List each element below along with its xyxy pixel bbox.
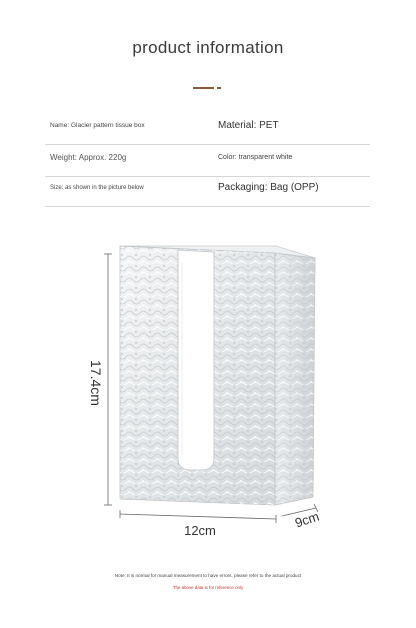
spec-weight: Weight: Approx. 220g xyxy=(50,153,127,162)
depth-label: 9cm xyxy=(293,508,321,531)
spec-name: Name: Glacier pattern tissue box xyxy=(50,122,145,129)
measurement-note: Note: It is normal for manual measurement to have errors, please refer to the actual product xyxy=(114,573,302,578)
spec-size: Size: as shown in the picture below xyxy=(50,185,144,191)
spec-material: Material: PET xyxy=(218,120,279,131)
height-dimension-line xyxy=(104,254,112,505)
page-title: product information xyxy=(132,38,284,57)
width-dimension-line xyxy=(120,510,276,523)
dispenser-slot xyxy=(178,250,214,470)
reference-note: The above data is for reference only xyxy=(172,585,244,590)
width-label: 12cm xyxy=(184,523,216,538)
height-label: 17.4cm xyxy=(88,360,104,406)
spec-color: Color: transparent white xyxy=(218,154,293,161)
spec-packaging: Packaging: Bag (OPP) xyxy=(218,182,319,193)
